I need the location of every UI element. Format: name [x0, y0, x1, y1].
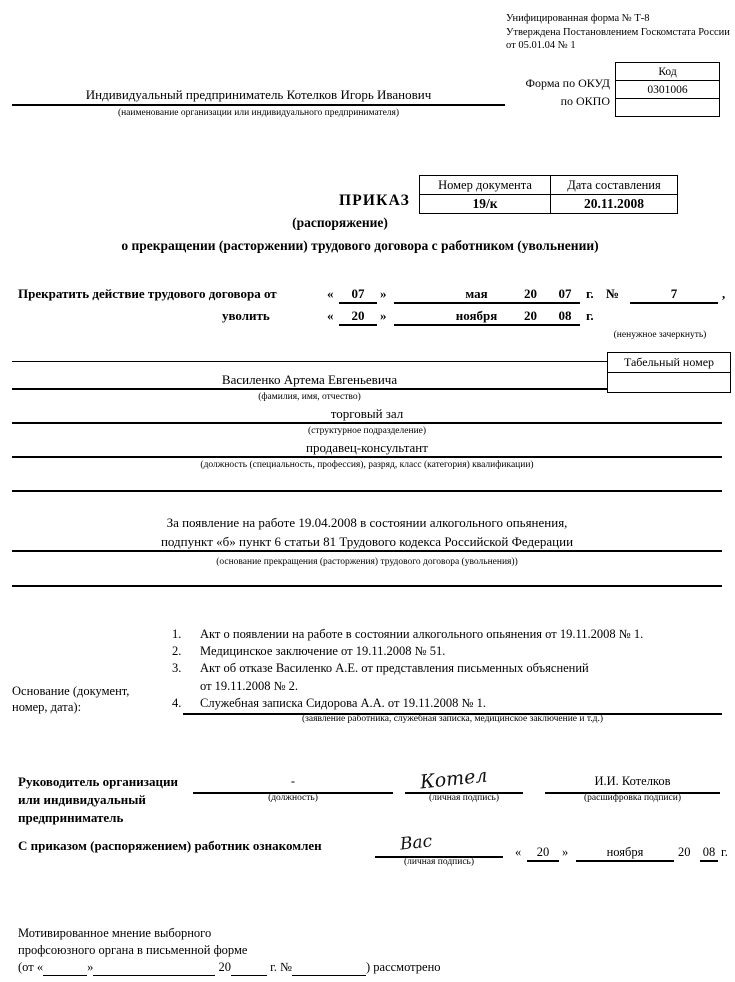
employee-fio-caption: (фамилия, имя, отчество) [258, 392, 361, 402]
code-table [615, 62, 720, 117]
employee-department-caption: (структурное подразделение) [307, 426, 427, 436]
signatory-name-field[interactable]: И.И. Котелков [594, 774, 671, 788]
signatory-label-line-3: предприниматель [18, 810, 124, 825]
divider-above-fio [12, 361, 607, 362]
organization-name-field[interactable]: Индивидуальный предприниматель Котелков Игорь Иванович [12, 87, 505, 106]
timesheet-value-row [608, 373, 731, 393]
signatory-name-caption: (расшифровка подписи) [584, 793, 681, 803]
order-subtitle: (распоряжение) [292, 215, 388, 230]
union-month-field[interactable] [93, 962, 215, 976]
list-item-text: Медицинское заключение от 19.11.2008 № 51. [200, 644, 446, 659]
signatory-signature-caption: (личная подпись) [428, 793, 500, 803]
order-subject: о прекращении (расторжении) трудового договора с работником (увольнении) [121, 238, 599, 253]
termination-reason-line-1[interactable]: За появление на работе 19.04.2008 в состоянии алкогольного опьянения, [166, 515, 568, 530]
ack-day-field[interactable]: 20 [527, 845, 559, 862]
doc-date-header: Дата составления [551, 176, 678, 195]
order-title: ПРИКАЗ [338, 192, 410, 209]
quote-close-1: » [380, 286, 387, 301]
dismiss-year-field[interactable]: 08 [550, 308, 580, 326]
list-item-number: 1. [172, 627, 182, 641]
union-day-field[interactable] [43, 962, 87, 976]
ack-quote-close: » [562, 845, 569, 859]
signatory-position-field[interactable]: - [290, 774, 296, 788]
okud-label: Форма по ОКУД [525, 76, 610, 90]
list-item[interactable] [168, 643, 722, 660]
dismiss-year-prefix: 20 [524, 308, 537, 323]
contract-number-field[interactable]: 7 [630, 286, 718, 304]
doc-number-value[interactable]: 19/к [420, 195, 551, 214]
list-item-number: 2. [172, 644, 182, 659]
manager-signature-icon: Котел [419, 764, 489, 794]
timesheet-number-table [607, 352, 731, 393]
dismiss-month-field[interactable]: ноября [394, 308, 559, 326]
ack-quote-open: « [515, 845, 522, 859]
union-year-prefix: 20 [218, 960, 231, 974]
list-item[interactable] [168, 660, 722, 677]
acknowledgment-label: С приказом (распоряжением) работник ознакомлен [18, 838, 322, 853]
ack-year-suffix: г. [721, 845, 728, 859]
number-sign-1: № [606, 286, 620, 301]
quote-open-1: « [327, 286, 334, 301]
contract-year-field[interactable]: 07 [550, 286, 580, 304]
union-line-3 [18, 959, 498, 976]
union-year-field[interactable] [231, 962, 267, 976]
basis-document-list [168, 626, 722, 712]
basis-label-line-2: номер, дата): [12, 700, 82, 714]
form-meta-line-3: от 05.01.04 № 1 [506, 40, 576, 51]
doc-number-header: Номер документа [420, 176, 551, 195]
blank-line-lower[interactable] [12, 573, 722, 587]
okpo-label: по ОКПО [560, 94, 610, 108]
okud-value-cell[interactable]: 0301006 [616, 81, 720, 99]
year-suffix-1: г. [586, 286, 594, 301]
form-meta-line-2: Утверждена Постановлением Госкомстата России [506, 26, 730, 38]
union-line-1: Мотивированное мнение выборного [18, 926, 212, 940]
contract-year-prefix: 20 [524, 286, 537, 301]
union-year-suffix: г. № [270, 960, 292, 974]
signatory-label-line-1: Руководитель организации [18, 774, 178, 789]
order-table-header-row [420, 176, 678, 195]
organization-name-caption: (наименование организации или индивидуального предпринимателя) [117, 108, 400, 118]
timesheet-number-value[interactable] [608, 373, 731, 393]
employee-signature-icon: Вас [399, 831, 434, 855]
timesheet-number-header: Табельный номер [608, 353, 731, 373]
year-suffix-2: г. [586, 308, 594, 323]
union-line-2: профсоюзного органа в письменной форме [18, 943, 248, 957]
code-table-okud-row [616, 81, 720, 99]
list-item-text: Акт об отказе Василенко А.Е. от представления письменных объяснений [200, 661, 589, 676]
blank-line-upper[interactable] [12, 478, 722, 492]
quote-close-2: » [380, 308, 387, 323]
termination-reason-line-2[interactable]: подпункт «б» пункт 6 статьи 81 Трудового кодекса Российской Федерации [12, 534, 722, 552]
list-item-text: Служебная записка Сидорова А.А. от 19.11.2008 № 1. [200, 695, 486, 710]
list-item[interactable] [168, 695, 722, 712]
doc-date-value[interactable]: 20.11.2008 [551, 195, 678, 214]
acknowledgment-signature-caption: (личная подпись) [403, 857, 475, 867]
dismiss-label: уволить [222, 308, 270, 323]
ack-year-prefix: 20 [678, 845, 691, 859]
order-table-value-row [420, 195, 678, 214]
list-item-number: 3. [172, 661, 182, 676]
okpo-value-cell[interactable] [616, 99, 720, 117]
strike-out-note: (ненужное зачеркнуть) [613, 330, 707, 340]
employee-fio-field[interactable]: Василенко Артема Евгеньевича [12, 372, 607, 390]
terminate-contract-label: Прекратить действие трудового договора от [18, 286, 277, 301]
union-line3-suffix: ) рассмотрено [366, 960, 441, 974]
ack-year-field[interactable]: 08 [700, 845, 718, 862]
list-item-text: Акт о появлении на работе в состоянии алкогольного опьянения от 19.11.2008 № 1. [200, 627, 644, 641]
code-table-header-row [616, 63, 720, 81]
form-meta-block [506, 12, 735, 53]
code-table-okpo-row [616, 99, 720, 117]
basis-label [12, 683, 182, 715]
employee-position-field[interactable]: продавец-консультант [12, 440, 722, 458]
list-item[interactable] [168, 626, 722, 643]
quote-open-2: « [327, 308, 334, 323]
union-number-field[interactable] [292, 962, 366, 976]
union-line3-prefix: (от « [18, 960, 44, 974]
termination-reason-caption: (основание прекращения (расторжения) трудового договора (увольнения)) [216, 557, 518, 567]
comma-mark: , [722, 286, 726, 301]
ack-month-field[interactable]: ноября [576, 845, 674, 862]
form-meta-line-1: Унифицированная форма № Т-8 [506, 13, 650, 24]
signatory-label-line-2: или индивидуальный [18, 792, 146, 807]
union-quote-close: » [87, 960, 94, 974]
contract-day-field[interactable]: 07 [339, 286, 377, 304]
signatory-position-caption: (должность) [268, 793, 318, 803]
employee-department-field[interactable]: торговый зал [12, 406, 722, 424]
code-header-cell: Код [616, 63, 720, 81]
contract-month-field[interactable]: мая [394, 286, 559, 304]
basis-caption: (заявление работника, служебная записка, медицинское заключение и т.д.) [301, 714, 604, 724]
list-item[interactable] [168, 678, 722, 695]
list-item-number: 4. [172, 695, 182, 710]
employee-position-caption: (должность (специальность, профессия), разряд, класс (категория) квалификации) [200, 460, 534, 470]
basis-label-line-1: Основание (документ, [12, 684, 130, 698]
timesheet-header-row [608, 353, 731, 373]
union-opinion-block [18, 925, 498, 976]
dismiss-day-field[interactable]: 20 [339, 308, 377, 326]
order-number-date-table [419, 175, 678, 214]
list-item-text: от 19.11.2008 № 2. [200, 678, 299, 693]
